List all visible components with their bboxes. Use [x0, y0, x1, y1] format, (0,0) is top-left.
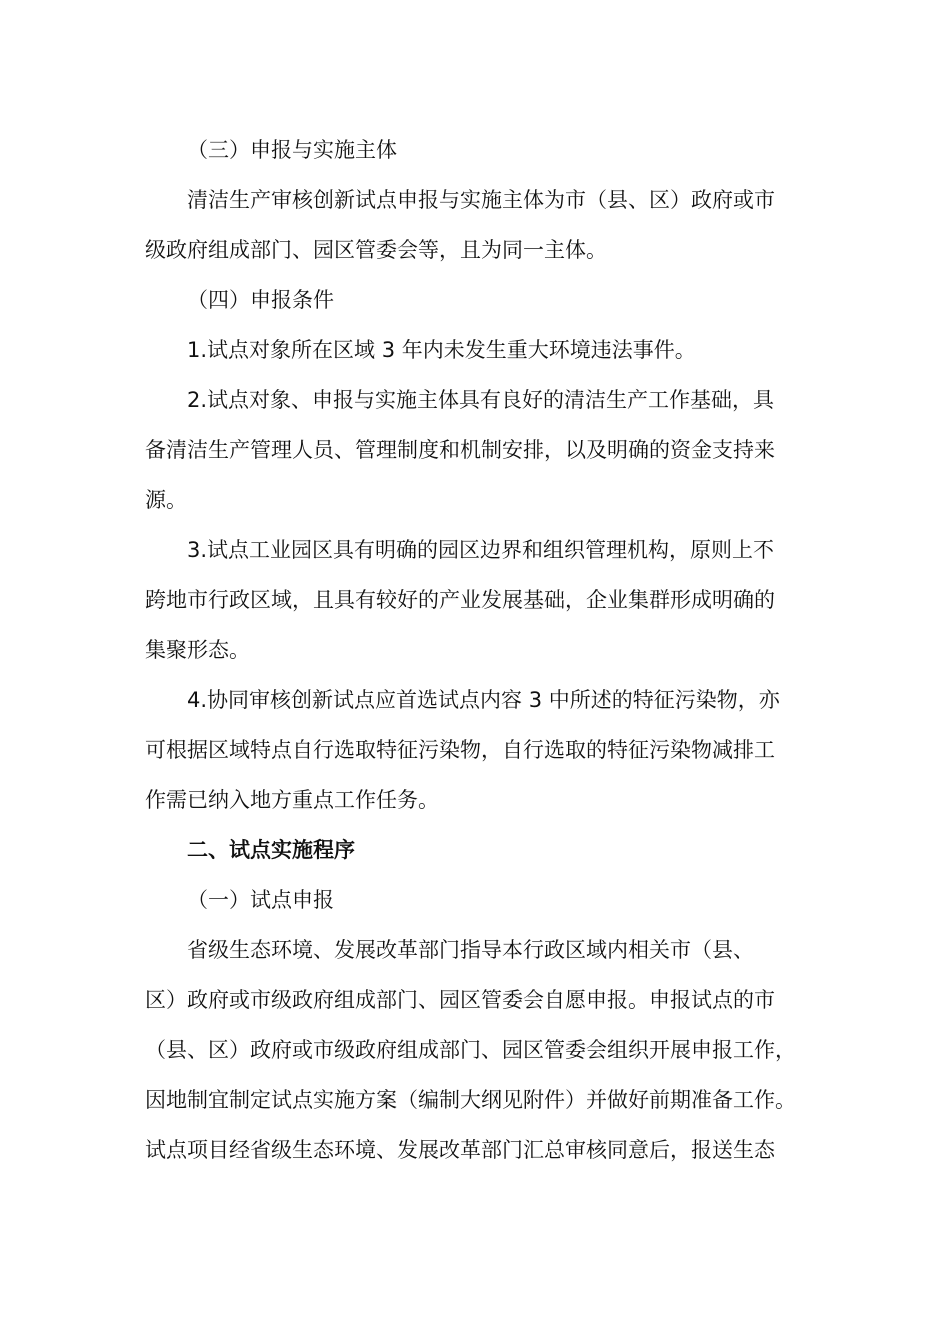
condition-item-3-continued: 跨地市行政区域，且具有较好的产业发展基础，企业集群形成明确的 — [145, 588, 775, 612]
application-paragraph-line: （县、区）政府或市级政府组成部门、园区管委会组织开展申报工作， — [145, 1038, 796, 1062]
condition-item-3-continued: 集聚形态。 — [145, 638, 250, 662]
condition-item-2-continued: 源。 — [145, 488, 187, 512]
subsection-one-heading: （一）试点申报 — [187, 888, 334, 912]
document-body — [145, 125, 795, 1175]
application-paragraph-line: 区）政府或市级政府组成部门、园区管委会自愿申报。申报试点的市 — [145, 988, 775, 1012]
application-paragraph-line: 省级生态环境、发展改革部门指导本行政区域内相关市（县、 — [187, 938, 754, 962]
condition-item-1: 1.试点对象所在区域 3 年内未发生重大环境违法事件。 — [187, 338, 696, 362]
condition-item-4-continued: 可根据区域特点自行选取特征污染物，自行选取的特征污染物减排工 — [145, 738, 775, 762]
condition-item-4-continued: 作需已纳入地方重点工作任务。 — [145, 788, 439, 812]
section-three-heading: （三）申报与实施主体 — [187, 138, 397, 162]
condition-item-2-continued: 备清洁生产管理人员、管理制度和机制安排，以及明确的资金支持来 — [145, 438, 775, 462]
application-paragraph-line: 试点项目经省级生态环境、发展改革部门汇总审核同意后，报送生态 — [145, 1138, 775, 1162]
application-paragraph-line: 因地制宜制定试点实施方案（编制大纲见附件）并做好前期准备工作。 — [145, 1088, 796, 1112]
condition-item-3: 3.试点工业园区具有明确的园区边界和组织管理机构，原则上不 — [187, 538, 775, 562]
part-two-heading: 二、试点实施程序 — [187, 838, 355, 862]
section-three-paragraph-line: 清洁生产审核创新试点申报与实施主体为市（县、区）政府或市 — [187, 188, 775, 212]
condition-item-2: 2.试点对象、申报与实施主体具有良好的清洁生产工作基础，具 — [187, 388, 775, 412]
section-four-heading: （四）申报条件 — [187, 288, 334, 312]
section-three-paragraph-line: 级政府组成部门、园区管委会等，且为同一主体。 — [145, 238, 607, 262]
condition-item-4: 4.协同审核创新试点应首选试点内容 3 中所述的特征污染物，亦 — [187, 688, 780, 712]
